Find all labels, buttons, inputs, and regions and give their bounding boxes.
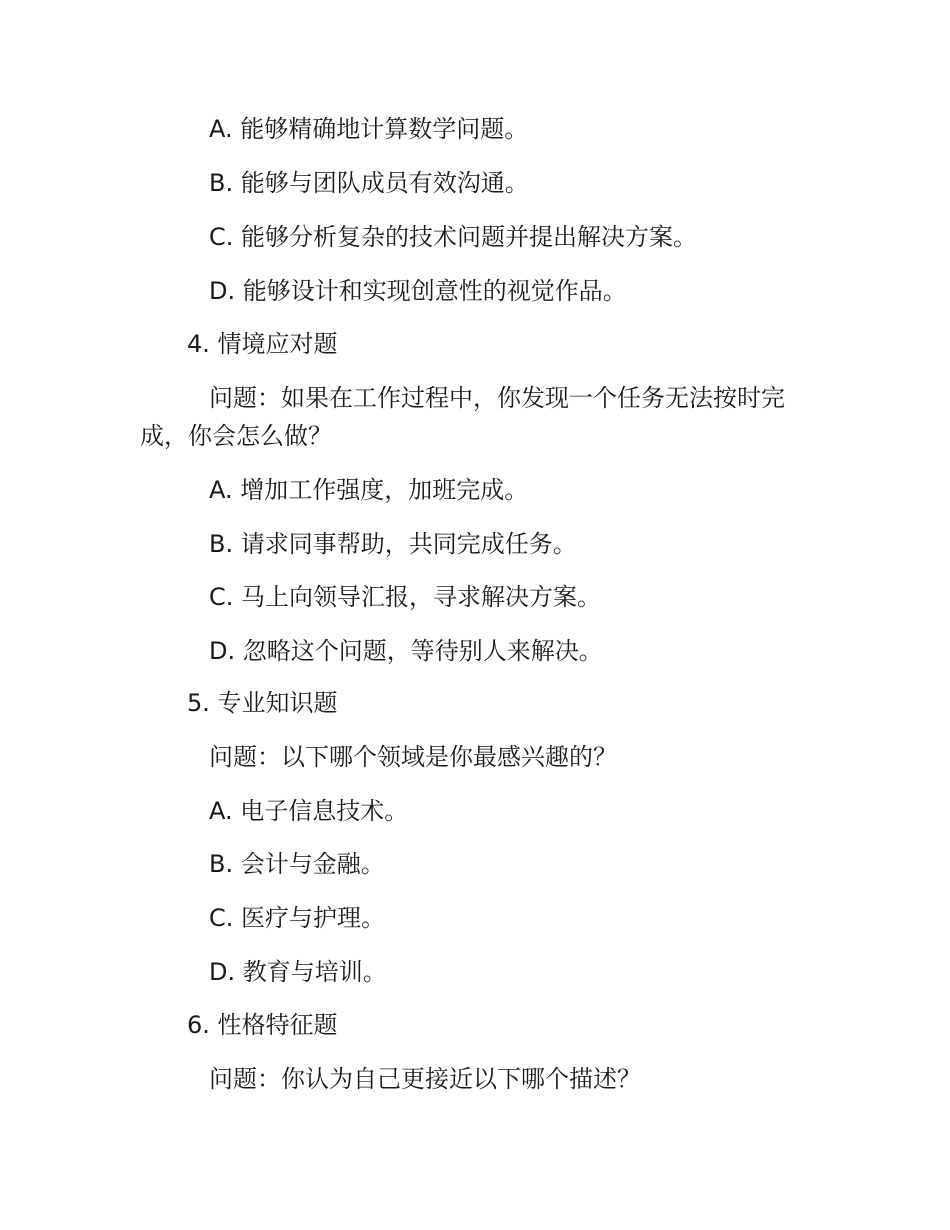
option-d: D. 教育与培训。	[209, 958, 387, 986]
question-text: 问题：你认为自己更接近以下哪个描述？	[209, 1065, 641, 1093]
option-b: B. 请求同事帮助，共同完成任务。	[209, 530, 577, 558]
option-b: B. 能够与团队成员有效沟通。	[209, 169, 529, 197]
question-text: 问题：如果在工作过程中，你发现一个任务无法按时完	[209, 384, 785, 412]
option-c: C. 能够分析复杂的技术问题并提出解决方案。	[209, 223, 698, 251]
option-a: A. 能够精确地计算数学问题。	[209, 115, 529, 143]
option-d: D. 能够设计和实现创意性的视觉作品。	[209, 277, 627, 305]
section-heading: 5. 专业知识题	[187, 689, 338, 717]
option-a: A. 电子信息技术。	[209, 797, 409, 825]
option-c: C. 马上向领导汇报，寻求解决方案。	[209, 583, 602, 611]
section-heading: 4. 情境应对题	[187, 330, 338, 358]
option-c: C. 医疗与护理。	[209, 904, 386, 932]
section-heading: 6. 性格特征题	[187, 1011, 338, 1039]
option-d: D. 忽略这个问题，等待别人来解决。	[209, 637, 603, 665]
question-text-continued: 成，你会怎么做？	[140, 422, 332, 450]
question-text: 问题：以下哪个领域是你最感兴趣的？	[209, 743, 617, 771]
option-a: A. 增加工作强度，加班完成。	[209, 476, 529, 504]
option-b: B. 会计与金融。	[209, 850, 385, 878]
